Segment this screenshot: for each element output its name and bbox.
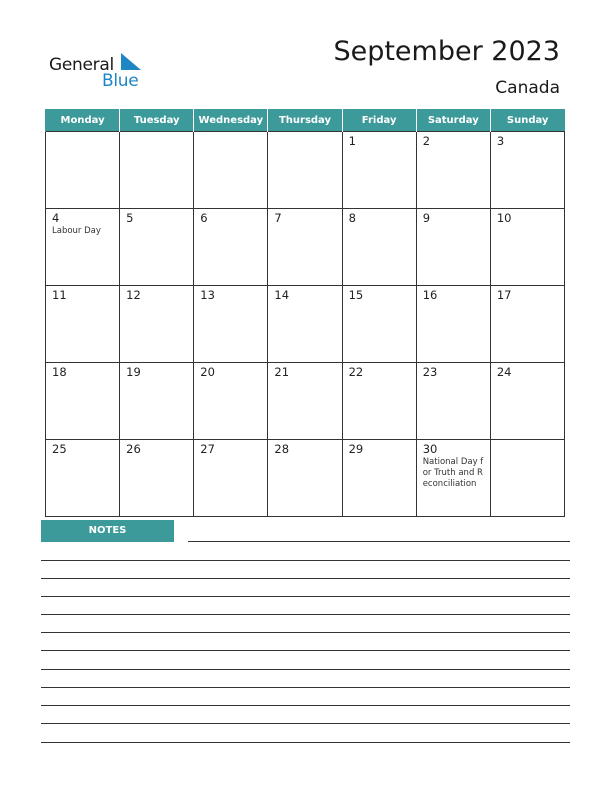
- day-cell: [194, 363, 268, 440]
- day-number: 15: [348, 288, 364, 302]
- day-number: 28: [274, 442, 290, 456]
- day-number: 19: [126, 365, 141, 379]
- day-cell: [490, 440, 564, 517]
- day-cell: [490, 132, 564, 209]
- week-row: [46, 440, 565, 517]
- day-number: 8: [348, 211, 356, 225]
- weekday-header: Saturday: [416, 109, 490, 132]
- day-number: 12: [126, 288, 141, 302]
- day-cell: [194, 440, 268, 517]
- day-cell: [416, 440, 490, 517]
- weekday-header: Tuesday: [120, 109, 194, 132]
- day-cell: [46, 286, 120, 363]
- weekday-header: Monday: [46, 109, 120, 132]
- day-number: 24: [496, 365, 512, 379]
- day-number: 30: [422, 442, 438, 456]
- country-name: Canada: [495, 78, 560, 98]
- day-cell: [46, 440, 120, 517]
- week-row: [46, 132, 565, 209]
- day-number: 3: [496, 134, 505, 148]
- day-cell: [268, 209, 342, 286]
- weekday-header: Thursday: [268, 109, 342, 132]
- day-cell: [416, 286, 490, 363]
- notes-label: NOTES: [41, 520, 174, 542]
- day-number: 25: [52, 442, 67, 456]
- day-number: 13: [200, 288, 215, 302]
- holiday-label: Labour Day: [52, 226, 101, 236]
- day-number: 11: [52, 288, 67, 302]
- weekday-header: Friday: [342, 109, 416, 132]
- note-line: [41, 669, 570, 670]
- note-line: [41, 560, 570, 561]
- day-number: 5: [126, 211, 134, 225]
- day-cell: [268, 440, 342, 517]
- weekday-header: Wednesday: [194, 109, 268, 132]
- weekday-header: Sunday: [490, 109, 564, 132]
- day-number: 26: [126, 442, 141, 456]
- day-cell: [194, 286, 268, 363]
- day-cell: [268, 132, 342, 209]
- day-number: 18: [52, 365, 67, 379]
- week-row: [46, 209, 565, 286]
- day-cell: [342, 209, 416, 286]
- note-line: [41, 578, 570, 579]
- day-number: 22: [348, 365, 364, 379]
- brand-triangle-icon: [121, 53, 143, 73]
- day-number: 6: [200, 211, 208, 225]
- day-cell: [342, 363, 416, 440]
- note-line: [41, 596, 570, 597]
- calendar-grid: [45, 109, 565, 517]
- day-number: 1: [348, 134, 356, 148]
- day-cell: [194, 209, 268, 286]
- day-cell: [416, 363, 490, 440]
- note-line: [41, 632, 570, 633]
- brand-word-blue: Blue: [102, 71, 139, 91]
- day-number: 27: [200, 442, 215, 456]
- week-row: [46, 363, 565, 440]
- note-line: [41, 687, 570, 688]
- day-cell: [120, 440, 194, 517]
- day-cell: [120, 286, 194, 363]
- note-line: [188, 541, 570, 542]
- day-cell: [46, 132, 120, 209]
- day-number: 17: [496, 288, 512, 302]
- day-number: 9: [422, 211, 431, 225]
- day-cell: [342, 440, 416, 517]
- day-cell: [194, 132, 268, 209]
- day-cell: [342, 132, 416, 209]
- day-number: 16: [422, 288, 438, 302]
- day-cell: [120, 132, 194, 209]
- day-number: 7: [274, 211, 282, 225]
- note-line: [41, 614, 570, 615]
- brand-word-general: General: [49, 55, 114, 75]
- day-cell: [120, 363, 194, 440]
- day-cell: [268, 286, 342, 363]
- day-cell: [416, 209, 490, 286]
- holiday-label: National Day for Truth and Reconciliation: [422, 457, 484, 489]
- note-line: [41, 742, 570, 743]
- day-number: 20: [200, 365, 215, 379]
- day-cell: [46, 209, 120, 286]
- day-number: 10: [496, 211, 512, 225]
- day-cell: [268, 363, 342, 440]
- day-number: 29: [348, 442, 364, 456]
- day-number: 4: [52, 211, 60, 225]
- weekday-header-row: [46, 109, 565, 132]
- day-number: 23: [422, 365, 438, 379]
- day-cell: [490, 209, 564, 286]
- day-cell: [120, 209, 194, 286]
- page-title: September 2023: [333, 36, 560, 67]
- day-number: 2: [422, 134, 431, 148]
- day-cell: [342, 286, 416, 363]
- day-cell: [416, 132, 490, 209]
- day-number: 14: [274, 288, 290, 302]
- day-number: 21: [274, 365, 290, 379]
- note-line: [41, 705, 570, 706]
- day-cell: [46, 363, 120, 440]
- day-cell: [490, 363, 564, 440]
- brand-logo: [49, 53, 149, 93]
- week-row: [46, 286, 565, 363]
- note-line: [41, 650, 570, 651]
- day-cell: [490, 286, 564, 363]
- note-line: [41, 723, 570, 724]
